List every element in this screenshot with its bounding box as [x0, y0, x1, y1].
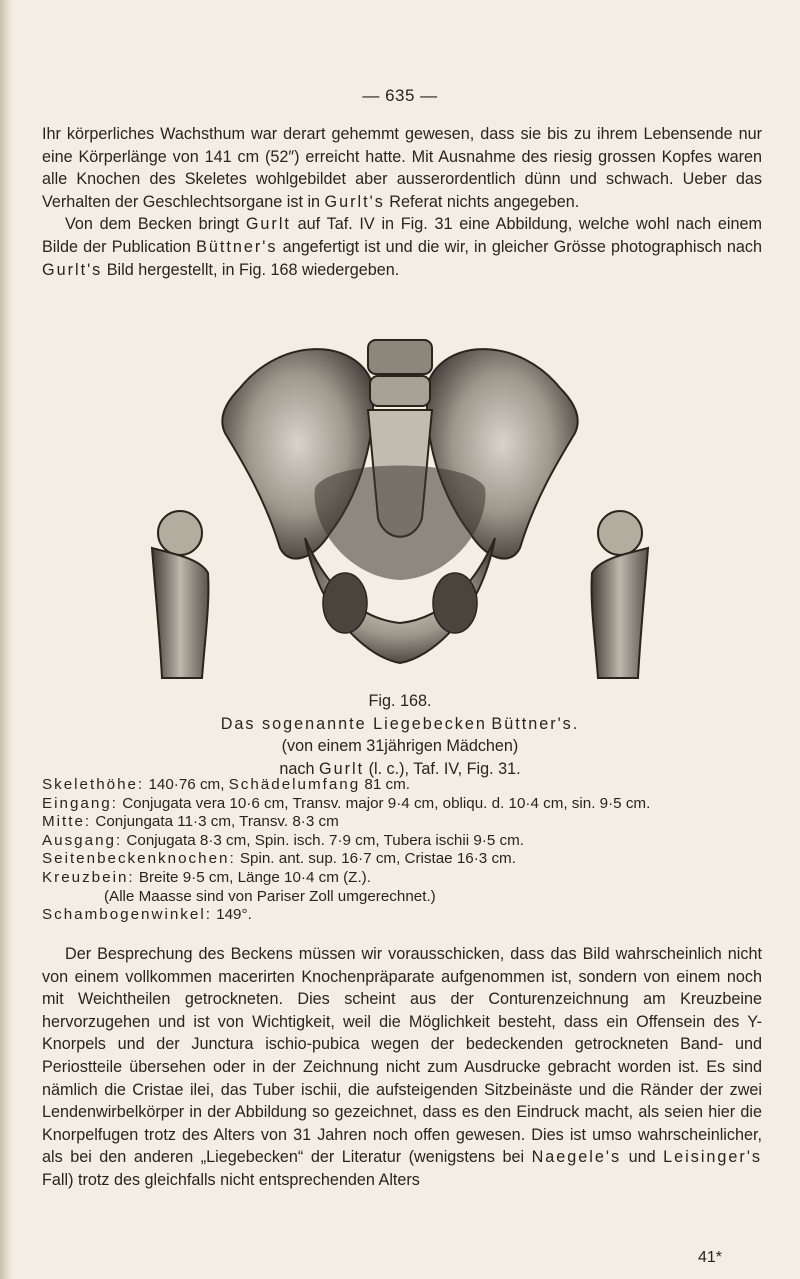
page-edge-shadow — [0, 0, 14, 1279]
author-naegele: Naegele's — [531, 1148, 622, 1167]
intro-paragraph — [42, 123, 762, 281]
right-femur-shape — [592, 548, 648, 678]
author-gurlt: Gurlt — [245, 215, 291, 234]
measure-outlet: Ausgang: Conjugata 8·3 cm, Spin. isch. 7·9 cm, Tubera ischii 9·5 cm. — [42, 831, 524, 849]
measure-inlet: Eingang: Conjugata vera 10·6 cm, Transv. major 9·4 cm, obliqu. d. 10·4 cm, sin. 9·5 cm. — [42, 794, 651, 812]
author-leisinger: Leisinger's — [663, 1148, 762, 1167]
author-gurlt: Gurlt's — [324, 192, 385, 211]
left-femoral-head-shape — [158, 511, 202, 555]
intro-paragraph-2: Von dem Becken bringt Gurlt auf Taf. IV in Fig. 31 eine Abbildung, welche wohl nach einem Bilde der Publication Büttner's angefertigt ist und die wir, in gleicher Grösse photographisch nach Gurlt's Bild hergestellt, in Fig. 168 wiedergeben. — [42, 215, 762, 279]
figure-subtitle: (von einem 31jährigen Mädchen) — [281, 737, 519, 756]
measure-hip-bones: Seitenbeckenknochen: Spin. ant. sup. 16·7 cm, Cristae 16·3 cm. — [42, 850, 516, 868]
measurements-block — [42, 776, 782, 925]
right-obturator-shape — [433, 573, 477, 633]
figure-label: Fig. 168. — [368, 692, 432, 710]
page-number: — 635 — — [362, 86, 438, 105]
measure-note: (Alle Maasse sind von Pariser Zoll umgerechnet.) — [104, 887, 436, 905]
measure-pubic-angle: Schambogenwinkel: 149°. — [42, 906, 252, 924]
lumbar-vertebra-shape — [370, 376, 430, 406]
discussion-paragraph: Der Besprechung des Beckens müssen wir vorausschicken, dass das Bild wahrscheinlich nicht von einem vollkommen macerirten Knochenpräparate aufgenommen ist, sondern von einem noch mit Weichtheilen getrockneten. Dies scheint aus der Conturenzeichnung am Kreuzbeine hervorzugehen und ist von Wichtigkeit, weil die Möglichkeit besteht, dass ein Offensein des Y-Knorpels und der Junctura ischio-pubica wegen der bedeckenden getrockneten Band- und Periostteile übersehen oder in der Zeichnung nicht zum Ausdrucke gebracht worden ist. Es sind nämlich die Cristae ilei, das Tuber ischii, die aufsteigenden Sitzbeinäste und die Ränder der zwei Lendenwirbelkörper in der Abbildung so gezeichnet, dass es den Eindruck macht, als seien hier die Knorpelfugen trotz des Alters von 31 Jahren noch offen gewesen. Dies ist umso wahrscheinlicher, als bei den anderen „Liegebecken“ der Literatur (wenigstens bei Naegele's und Leisinger's Fall) trotz des gleichfalls nicht entsprechenden Alters — [42, 945, 762, 1189]
right-femoral-head-shape — [598, 511, 642, 555]
intro-text-1: Ihr körperliches Wachsthum war derart gehemmt gewesen, dass sie bis zu ihrem Lebensende nur eine Körperlänge von 141 cm (52″) erreicht hatte. Mit Ausnahme des riesig grossen Kopfes waren alle Knochen des Skeletes wohlgebildet aber ausserordentlich dünn und schwach. Ueber das Verhalten der Geschlechtsorgane ist in — [42, 125, 762, 211]
measure-skeleton: Skelethöhe: 140·76 cm, Schädelumfang 81 cm. — [42, 776, 410, 793]
pelvis-illustration — [130, 318, 670, 683]
lumbar-vertebra-shape — [368, 340, 432, 374]
intro-text-2: Referat nichts angegeben. — [384, 192, 580, 211]
measure-mid: Mitte: Conjungata 11·3 cm, Transv. 8·3 cm — [42, 813, 339, 831]
measure-sacrum: Kreuzbein: Breite 9·5 cm, Länge 10·4 cm (Z.). — [42, 868, 371, 886]
left-femur-shape — [152, 548, 208, 678]
author-buettner: Büttner's — [196, 237, 278, 256]
figure-caption — [0, 690, 800, 780]
author-gurlt: Gurlt's — [42, 260, 103, 279]
signature-mark: 41* — [698, 1249, 723, 1266]
figure-source: nach Gurlt (l. c.), Taf. IV, Fig. 31. — [279, 759, 521, 778]
figure-title: Das sogenannte Liegebecken Büttner's. — [220, 714, 580, 733]
left-obturator-shape — [323, 573, 367, 633]
pelvic-inlet-shape — [315, 466, 486, 581]
